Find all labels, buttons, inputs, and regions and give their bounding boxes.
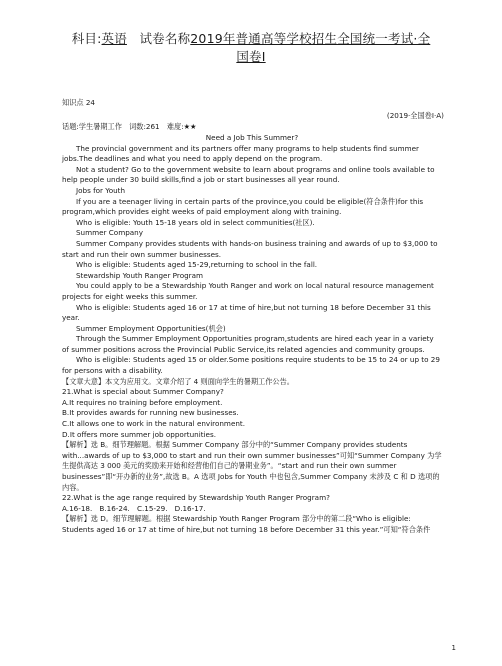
paragraph: 【文章大意】本文为应用文。文章介绍了 4 则面向学生的暑期工作公告。 [62,376,294,386]
paragraph: 21.What is special about Summer Company? [62,387,224,397]
title-prefix: 科目: [71,31,102,46]
paragraph: Need a Job This Summer? [205,133,299,142]
paragraph: 22.What is the age range required by Stewardship Youth Ranger Program? [62,493,330,503]
paragraph: C.It allows one to work in the natural environment. [62,419,246,429]
paragraph: You could apply to be a Stewardship Youth Ranger and work on local natural resource management projects for eight weeks this summer. [62,281,434,301]
source-tag: (2019·全国卷Ⅰ·A) [386,111,444,120]
paragraph: Summer Employment Opportunities(机会) [76,323,226,333]
knowledge-point: 知识点 24 [62,98,95,107]
paragraph: Summer Company provides students with hands-on business training and awards of up to $3,000 to start and run their own summer businesses. [62,238,438,259]
paragraph: Who is eligible: Youth 15-18 years old in select communities(社区). [76,217,315,227]
paragraph: D.It offers more summer job opportunities. [62,429,216,439]
page-number: 1 [451,644,456,652]
title-exam-name: 2019年普通高等学校招生全国统一考试·全 [190,31,431,46]
paragraph: The provincial government and its partners offer many programs to help students find summer jobs.The deadlines and what you need to apply depend on the program. [62,143,419,164]
paragraph: Summer Company [76,228,143,238]
paragraph: 【解析】选 B。细节理解题。根据 Summer Company 部分中的“Summer Company provides students with...awards of up to $3,000 to start and run their own summer businesses”可知“Summer Company 为学生提供高达 3 000 美元的奖励来开始和经营他们自己的暑期业务”。“start and run their own summer businesses”即“开办新的业务”,故选 B。A 选项 Jobs for Youth 中也包含,Summer Company 未涉及 C 和 D 选项的内容。 [62,440,442,492]
paragraph: A.It requires no training before employment. [62,397,223,407]
paragraph: Stewardship Youth Ranger Program [76,270,204,280]
paragraph: Not a student? Go to the government website to learn about programs and online tools available to help people under 30 build skills,find a job or start businesses all year round. [62,164,435,185]
topic-info: 话题:学生暑期工作 词数:261 难度:★★ [62,122,197,131]
title-subject: 英语 [101,31,127,46]
article-body [62,133,442,536]
title-label: 试卷名称 [139,31,191,46]
exam-title [0,30,502,66]
paragraph: Who is eligible: Students aged 15-29,returning to school in the fall. [76,260,318,270]
paragraph: Through the Summer Employment Opportunities program,students are hired each year in a variety of summer positions across the Provincial Public Service,its related agencies and community groups. [62,334,434,354]
paragraph: Who is eligible: Students aged 16 or 17 at time of hire,but not turning 18 before December 31 this year. [62,302,431,323]
paragraph: Jobs for Youth [76,185,126,195]
paragraph: 【解析】选 D。细节理解题。根据 Stewardship Youth Ranger Program 部分中的第二段“Who is eligible: Students aged 16 or 17 at time of hire,but not turning 18 before December 31 this year.”可知“符合条件 [62,514,431,534]
title-line-1 [0,30,502,48]
title-line-2: 国卷Ⅰ [236,49,266,64]
paragraph: B.It provides awards for running new businesses. [62,408,239,418]
paragraph: Who is eligible: Students aged 15 or older.Some positions require students to be 15 to 24 or up to 29 for persons with a disability. [62,355,440,376]
paragraph: A.16-18. B.16-24. C.15-29. D.16-17. [62,503,206,513]
paragraph: If you are a teenager living in certain parts of the province,you could be eligible(符合条件)for this program,which provides eight weeks of paid employment along with training. [62,196,424,217]
